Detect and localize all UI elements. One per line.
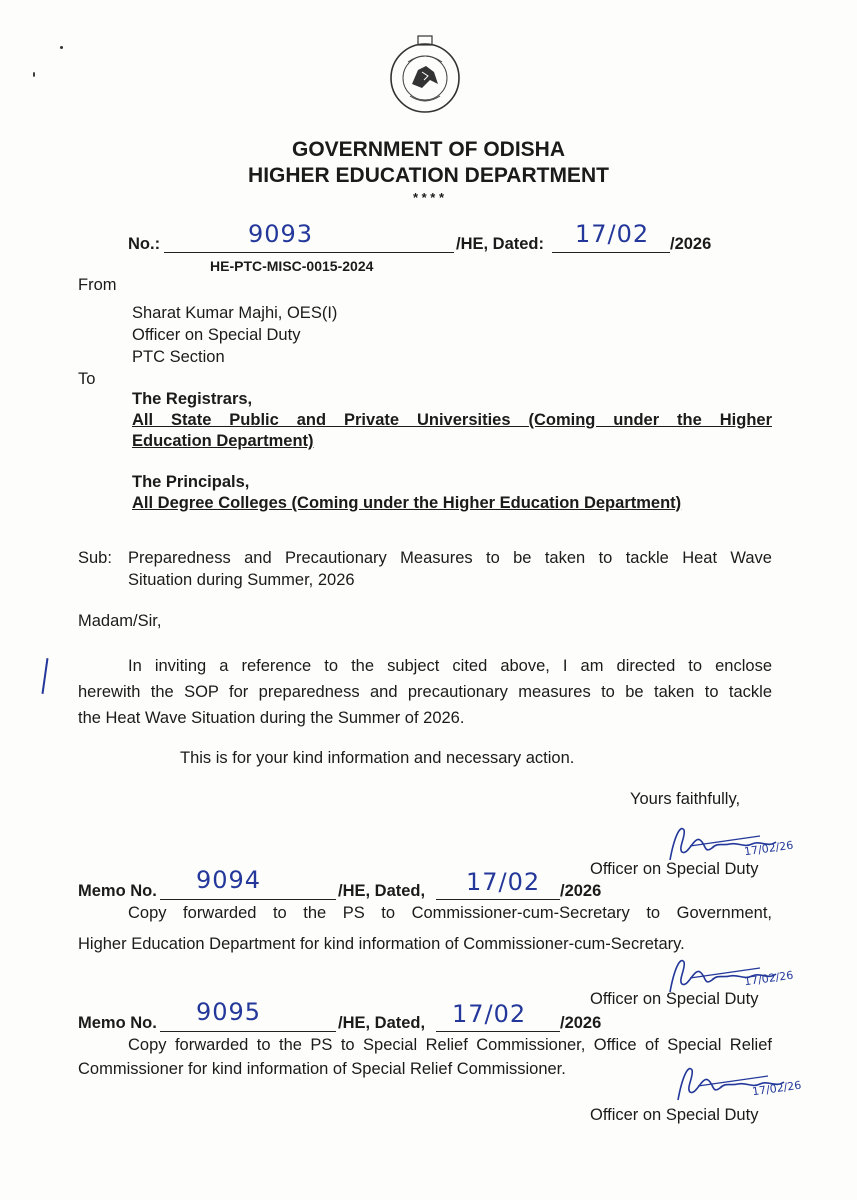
letter-no-label: No.: xyxy=(128,235,161,253)
sender-designation: Officer on Special Duty xyxy=(132,326,301,344)
subject-line1: Preparedness and Precautionary Measures to be taken to tackle Heat Wave xyxy=(128,549,772,567)
letter-no-line xyxy=(164,252,454,253)
department-heading: HIGHER EDUCATION DEPARTMENT xyxy=(248,164,609,187)
scan-dot xyxy=(33,72,35,77)
subject-line2: Situation during Summer, 2026 xyxy=(128,571,355,589)
from-label: From xyxy=(78,276,117,294)
letter-date-handwritten: 17/02 xyxy=(575,220,650,248)
memo2-line2: Commissioner for kind information of Special Relief Commissioner. xyxy=(78,1060,566,1078)
memo2-number-line xyxy=(160,1031,336,1032)
memo2-he-dated-label: /HE, Dated, xyxy=(338,1014,426,1032)
memo2-label: Memo No. xyxy=(78,1014,157,1032)
signature-date-mark: 17/02/26 xyxy=(743,838,795,859)
memo1-he-dated-label: /HE, Dated, xyxy=(338,882,426,900)
recipient-universities-line1: All State Public and Private Universities (Coming under the Higher xyxy=(132,411,772,429)
subject-label: Sub: xyxy=(78,549,112,567)
signature-title-3: Officer on Special Duty xyxy=(590,1106,759,1124)
memo2-date-line xyxy=(436,1031,560,1032)
salutation: Madam/Sir, xyxy=(78,612,162,630)
memo2-year: /2026 xyxy=(560,1014,602,1032)
government-heading: GOVERNMENT OF ODISHA xyxy=(291,138,565,161)
recipient-principals: The Principals, xyxy=(132,473,250,491)
letter-date-line xyxy=(552,252,670,253)
recipient-colleges: All Degree Colleges (Coming under the Higher Education Department) xyxy=(132,494,682,512)
memo2-number-handwritten: 9095 xyxy=(196,998,262,1026)
sender-name: Sharat Kumar Majhi, OES(I) xyxy=(132,304,338,322)
memo1-line2: Higher Education Department for kind information of Commissioner-cum-Secretary. xyxy=(78,935,685,953)
body-para1-line1: In inviting a reference to the subject cited above, I am directed to enclose xyxy=(128,657,772,675)
body-para1-line3: the Heat Wave Situation during the Summer of 2026. xyxy=(78,709,465,727)
memo1-year: /2026 xyxy=(560,882,602,900)
letter-he-dated-label: /HE, Dated: xyxy=(456,235,545,253)
memo1-number-line xyxy=(160,899,336,900)
signature-date-mark: 17/02/26 xyxy=(743,968,795,989)
signature-title-2: Officer on Special Duty xyxy=(590,990,759,1008)
signature-title-1: Officer on Special Duty xyxy=(590,860,759,878)
margin-pen-mark xyxy=(42,658,49,694)
file-number: HE-PTC-MISC-0015-2024 xyxy=(210,258,374,274)
memo1-date-handwritten: 17/02 xyxy=(466,868,541,896)
body-para1-line2: herewith the SOP for preparedness and precautionary measures to be taken to tackle xyxy=(78,683,772,701)
header-stars: * * * * xyxy=(412,190,445,205)
letter-year: /2026 xyxy=(670,235,712,253)
letter-no-handwritten: 9093 xyxy=(248,220,314,248)
sender-section: PTC Section xyxy=(132,348,225,366)
recipient-registrars: The Registrars, xyxy=(132,390,253,408)
closing-yours-faithfully: Yours faithfully, xyxy=(630,790,741,808)
memo2-date-handwritten: 17/02 xyxy=(452,1000,527,1028)
signature-date-mark: 17/02/26 xyxy=(751,1078,803,1099)
to-label: To xyxy=(78,370,96,388)
memo1-line1: Copy forwarded to the PS to Commissioner-cum-Secretary to Government, xyxy=(128,904,772,922)
memo1-label: Memo No. xyxy=(78,882,157,900)
body-para2: This is for your kind information and necessary action. xyxy=(180,749,575,767)
memo1-date-line xyxy=(436,899,560,900)
scan-dot xyxy=(60,46,63,49)
memo2-line1: Copy forwarded to the PS to Special Relief Commissioner, Office of Special Relief xyxy=(128,1036,772,1054)
odisha-emblem-seal xyxy=(382,32,468,116)
recipient-universities-line2: Education Department) xyxy=(132,432,314,450)
memo1-number-handwritten: 9094 xyxy=(196,866,262,894)
